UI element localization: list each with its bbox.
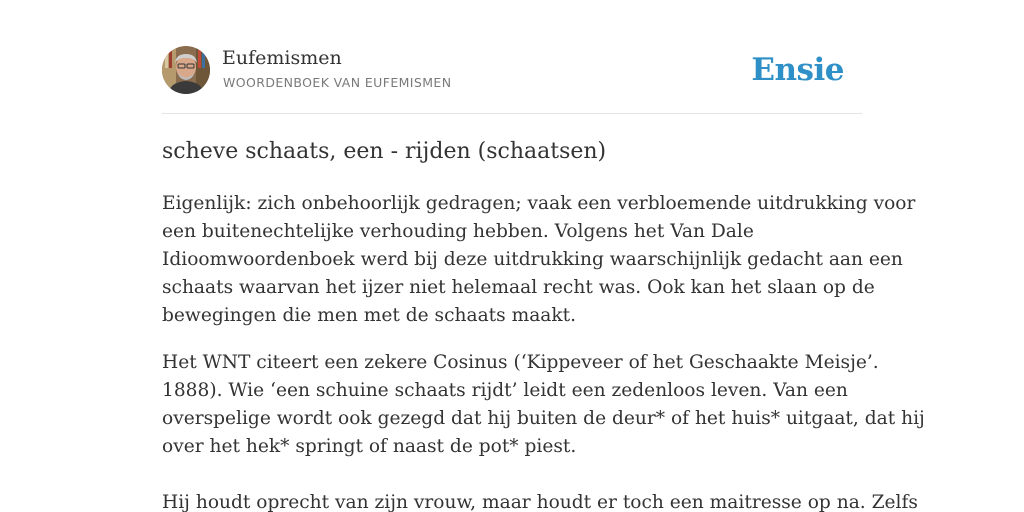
header-divider — [162, 113, 862, 114]
paragraph-line: 1888). Wie ‘een schuine schaats rijdt’ leidt een zedenloos leven. Van een — [162, 380, 848, 401]
author-avatar[interactable] — [162, 46, 210, 94]
paragraph — [162, 349, 925, 461]
paragraph-line: een buitenechtelijke verhouding hebben. Volgens het Van Dale — [162, 221, 754, 242]
paragraph-line: schaats waarvan het ijzer niet helemaal recht was. Ook kan het slaan op de — [162, 277, 875, 298]
author-name[interactable]: Eufemismen — [222, 47, 342, 69]
page-header — [162, 46, 862, 96]
paragraph-line: bewegingen die men met de schaats maakt. — [162, 305, 577, 326]
paragraph — [162, 489, 918, 512]
paragraph-line: overspelige wordt ook gezegd dat hij buiten de deur* of het huis* uitgaat, dat hij — [162, 408, 925, 429]
paragraph-line: over het hek* springt of naast de pot* piest. — [162, 436, 577, 457]
author-subtitle[interactable]: WOORDENBOEK VAN EUFEMISMEN — [223, 75, 452, 90]
paragraph-line: Idioomwoordenboek werd bij deze uitdrukking waarschijnlijk gedacht aan een — [162, 249, 903, 270]
paragraph-line: Het WNT citeert een zekere Cosinus (‘Kippeveer of het Geschaakte Meisje’. — [162, 352, 879, 373]
paragraph — [162, 190, 915, 330]
paragraph-line: Eigenlijk: zich onbehoorlijk gedragen; vaak een verbloemende uitdrukking voor — [162, 193, 916, 214]
paragraph-line: Hij houdt oprecht van zijn vrouw, maar houdt er toch een maitresse op na. Zelfs — [162, 492, 918, 512]
entry-title: scheve schaats, een - rijden (schaatsen) — [162, 139, 607, 164]
site-logo[interactable]: Ensie — [751, 52, 844, 88]
